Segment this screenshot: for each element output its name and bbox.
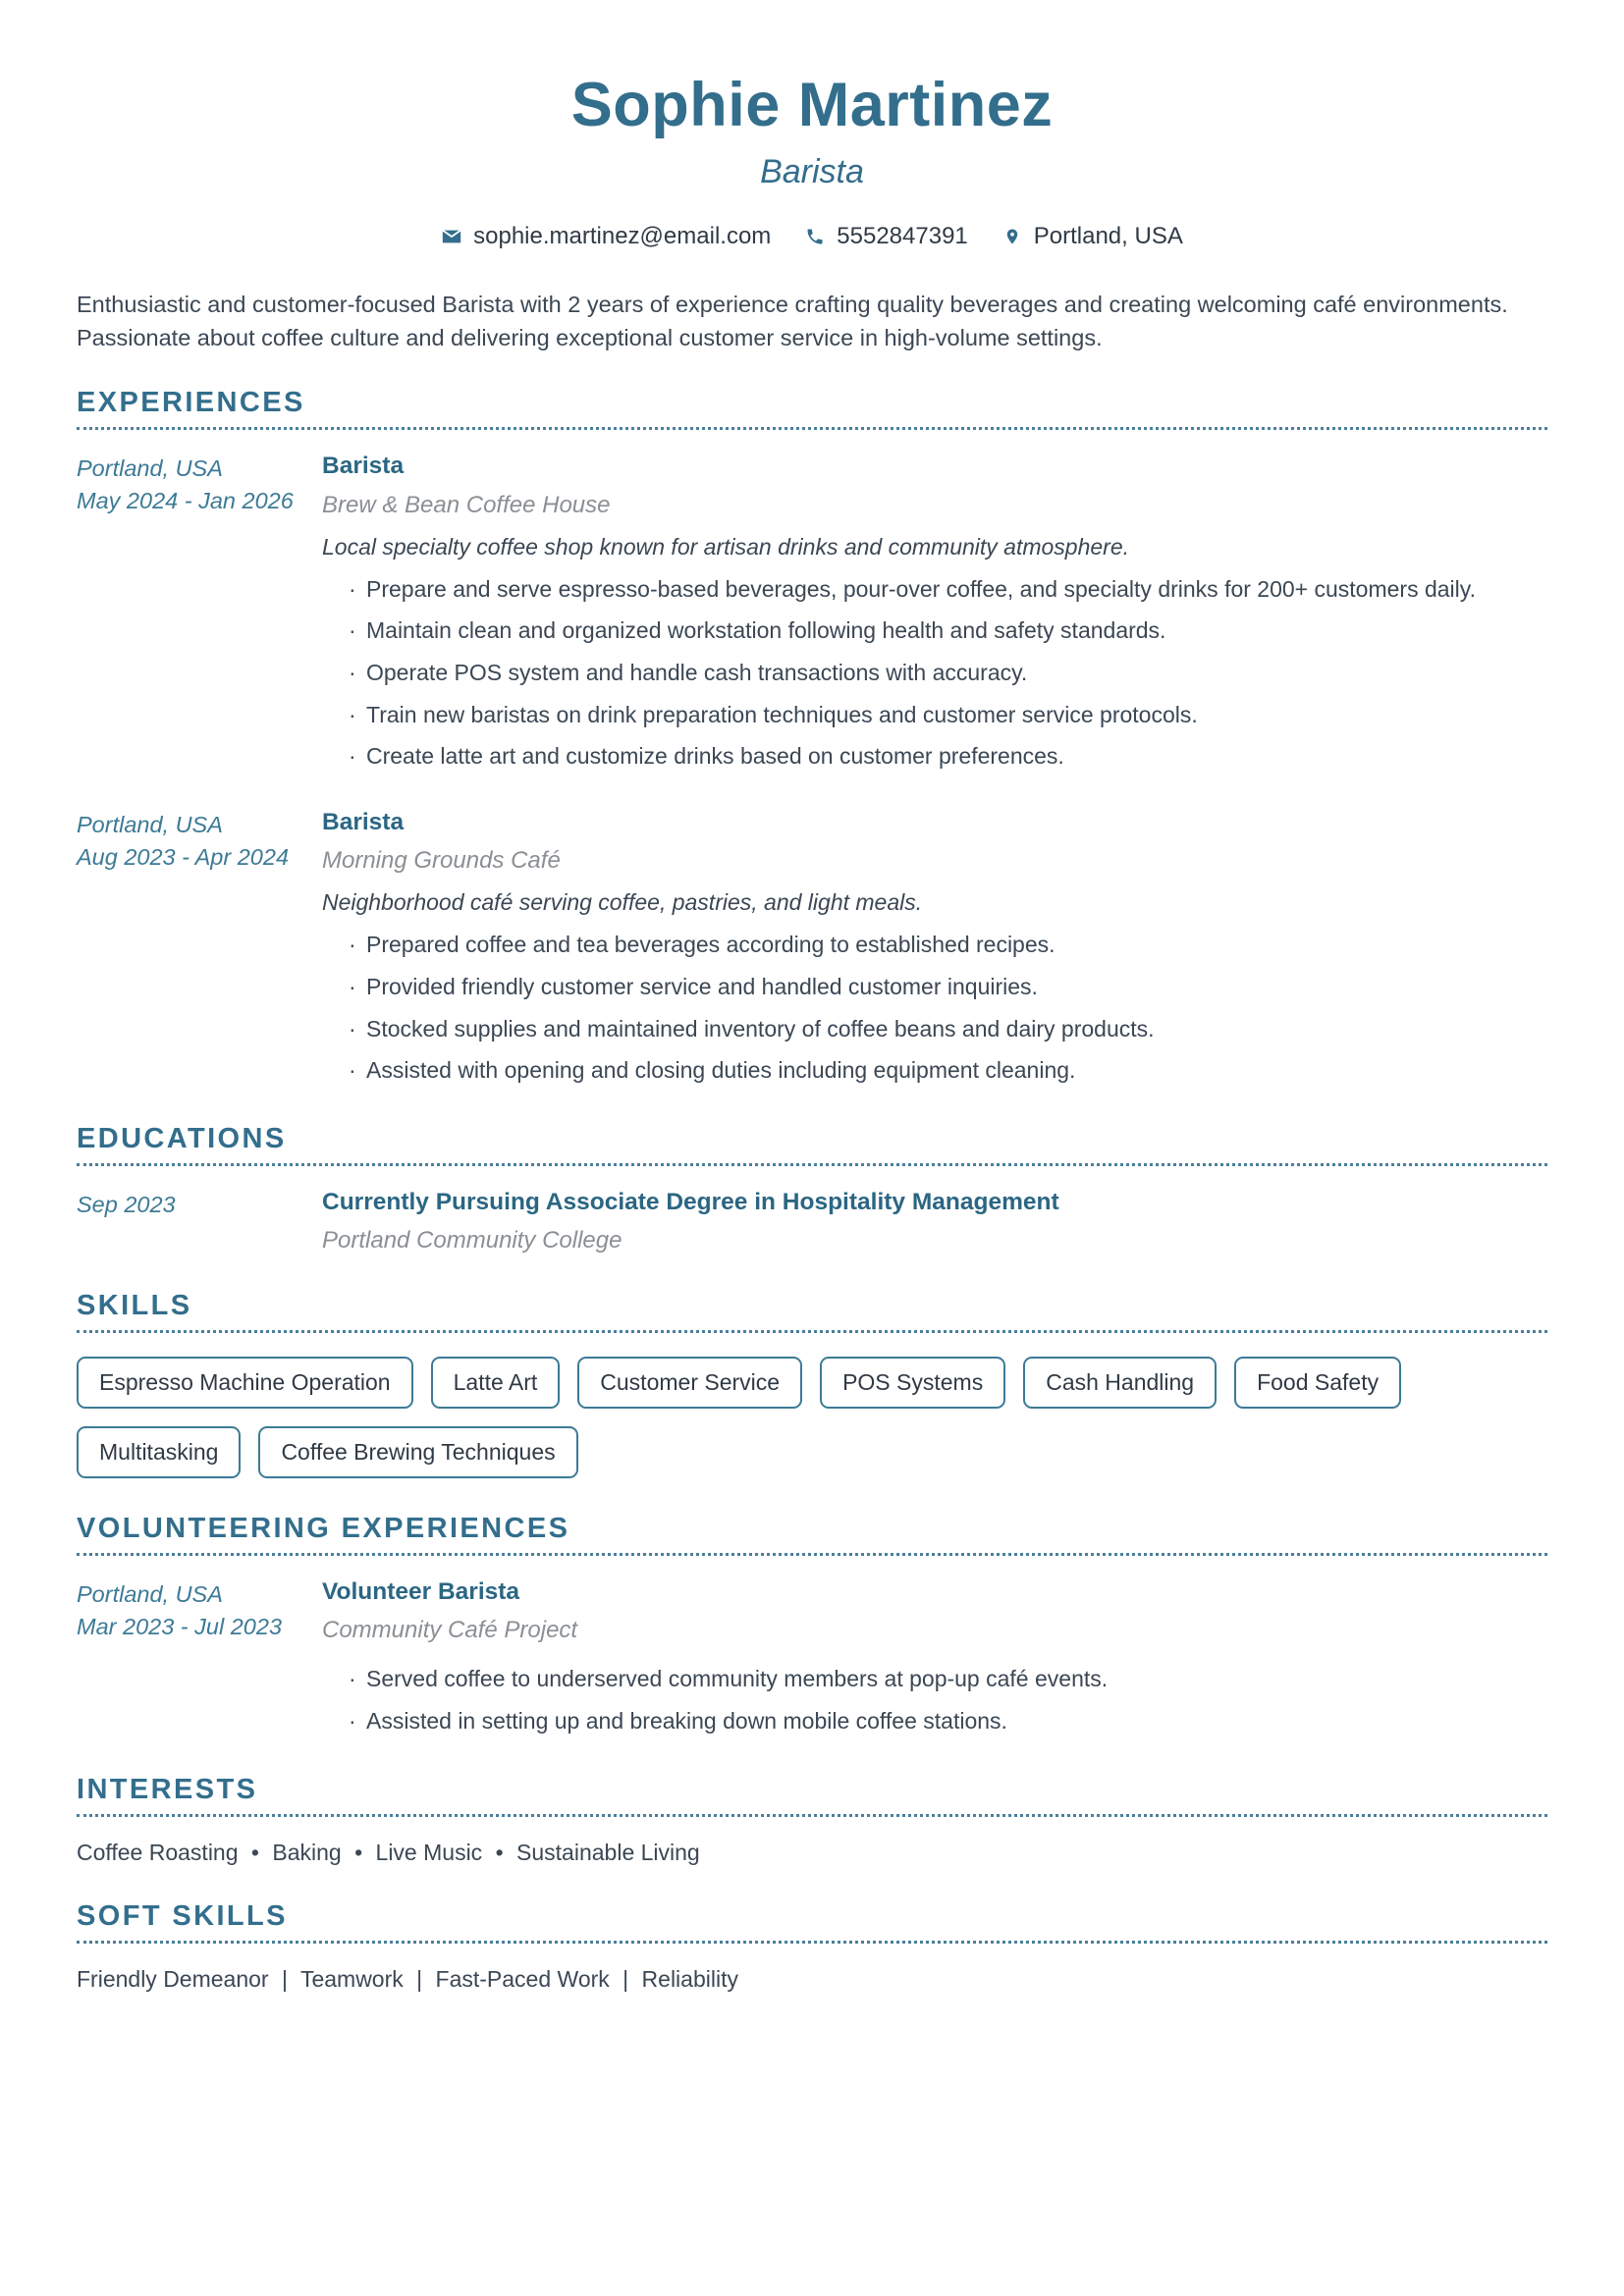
interest-item: Coffee Roasting xyxy=(77,1839,239,1865)
bullet-glyph: · xyxy=(349,1057,356,1084)
section-title-experiences: EXPERIENCES xyxy=(77,387,305,419)
section-educations xyxy=(77,1124,1547,1256)
phone-icon xyxy=(804,226,826,247)
soft-skills-separator: | xyxy=(281,1965,288,1992)
soft-skills-separator: | xyxy=(416,1965,423,1992)
soft-skill-item: Reliability xyxy=(641,1965,738,1992)
bullet-item xyxy=(322,1054,1547,1087)
interests-separator: • xyxy=(495,1839,504,1865)
section-title-skills: SKILLS xyxy=(77,1290,192,1322)
section-skills xyxy=(77,1291,1547,1477)
bullet-glyph: · xyxy=(349,1015,356,1041)
education-date: Sep 2023 xyxy=(77,1191,176,1217)
skill-pill: Multitasking xyxy=(77,1426,241,1478)
section-divider xyxy=(77,1814,1547,1817)
interest-item: Baking xyxy=(272,1839,342,1865)
experience-role: Barista xyxy=(322,453,405,480)
bullet-text: Create latte art and customize drinks based on customer preferences. xyxy=(366,743,1064,770)
education-details xyxy=(322,1188,1547,1256)
education-entry xyxy=(77,1188,1547,1256)
soft-skills-list xyxy=(77,1963,1547,1995)
location-pin-icon xyxy=(1001,226,1023,247)
bullet-text: Assisted in setting up and breaking down mobile coffee stations. xyxy=(366,1708,1007,1735)
skill-pill: Food Safety xyxy=(1234,1357,1401,1409)
professional-summary: Enthusiastic and customer-focused Barista with 2 years of experience crafting quality beverages and creating welcoming café environments. Passionate about coffee culture and delivering exceptional customer service in high-volume settings. xyxy=(77,291,1508,350)
section-divider xyxy=(77,1941,1547,1944)
volunteering-meta xyxy=(77,1577,322,1737)
bullet-glyph: · xyxy=(349,1666,356,1692)
bullet-text: Maintain clean and organized workstation following health and safety standards. xyxy=(366,617,1166,644)
candidate-name: Sophie Martinez xyxy=(570,71,1054,139)
experience-dates: May 2024 - Jan 2026 xyxy=(77,488,294,514)
bullet-text: Stocked supplies and maintained inventory of coffee beans and dairy products. xyxy=(366,1015,1155,1041)
skill-pill: Latte Art xyxy=(431,1357,561,1409)
bullet-item xyxy=(322,1663,1547,1695)
bullet-item xyxy=(322,740,1547,773)
experience-entry xyxy=(77,808,1547,1087)
experience-details xyxy=(322,808,1547,1087)
bullet-glyph: · xyxy=(349,617,356,644)
skills-list xyxy=(77,1357,1547,1478)
bullet-item xyxy=(322,614,1547,647)
bullet-text: Prepared coffee and tea beverages according to established recipes. xyxy=(366,932,1056,958)
resume-header xyxy=(77,0,1547,250)
volunteering-entry xyxy=(77,1577,1547,1737)
bullet-item xyxy=(322,657,1547,689)
section-divider xyxy=(77,1330,1547,1333)
volunteering-bullets xyxy=(322,1663,1547,1736)
experience-meta xyxy=(77,808,322,1087)
bullet-item xyxy=(322,929,1547,961)
envelope-icon xyxy=(441,226,462,247)
section-interests xyxy=(77,1775,1547,1868)
bullet-glyph: · xyxy=(349,575,356,602)
section-title-educations: EDUCATIONS xyxy=(77,1122,287,1154)
section-title-volunteering: VOLUNTEERING EXPERIENCES xyxy=(77,1512,570,1544)
contact-location-text: Portland, USA xyxy=(1033,222,1183,249)
experience-meta xyxy=(77,452,322,773)
soft-skills-separator: | xyxy=(623,1965,629,1992)
experience-description: Local specialty coffee shop known for artisan drinks and community atmosphere. xyxy=(322,533,1130,560)
section-divider xyxy=(77,1163,1547,1166)
bullet-glyph: · xyxy=(349,973,356,999)
section-title-interests: INTERESTS xyxy=(77,1773,258,1805)
section-divider xyxy=(77,1553,1547,1556)
section-divider xyxy=(77,427,1547,430)
bullet-glyph: · xyxy=(349,743,356,770)
section-volunteering xyxy=(77,1514,1547,1737)
candidate-job-title: Barista xyxy=(760,153,864,191)
volunteering-details xyxy=(322,1577,1547,1737)
bullet-item xyxy=(322,699,1547,731)
interests-separator: • xyxy=(354,1839,363,1865)
bullet-glyph: · xyxy=(349,932,356,958)
contact-email-text: sophie.martinez@email.com xyxy=(473,222,772,249)
experience-entry xyxy=(77,452,1547,773)
volunteering-organization: Community Café Project xyxy=(322,1617,578,1644)
education-meta xyxy=(77,1188,322,1256)
experience-description: Neighborhood café serving coffee, pastries, and light meals. xyxy=(322,889,923,916)
skill-pill: Customer Service xyxy=(577,1357,802,1409)
experience-role: Barista xyxy=(322,808,405,835)
skill-pill: Cash Handling xyxy=(1023,1357,1217,1409)
contact-phone[interactable] xyxy=(804,223,967,250)
bullet-text: Provided friendly customer service and handled customer inquiries. xyxy=(366,973,1038,999)
experience-location: Portland, USA xyxy=(77,811,223,837)
experience-bullets xyxy=(322,929,1547,1087)
soft-skill-item: Teamwork xyxy=(299,1965,404,1992)
bullet-glyph: · xyxy=(349,701,356,727)
interests-list xyxy=(77,1837,1547,1868)
bullet-item xyxy=(322,1013,1547,1045)
education-degree: Currently Pursuing Associate Degree in Hospitality Management xyxy=(322,1188,1059,1215)
skill-pill: Espresso Machine Operation xyxy=(77,1357,413,1409)
soft-skill-item: Fast-Paced Work xyxy=(435,1965,610,1992)
experience-organization: Brew & Bean Coffee House xyxy=(322,491,611,518)
bullet-glyph: · xyxy=(349,659,356,685)
bullet-item xyxy=(322,573,1547,606)
contact-phone-text: 5552847391 xyxy=(837,222,968,249)
education-school: Portland Community College xyxy=(322,1227,623,1255)
volunteering-role: Volunteer Barista xyxy=(322,1577,520,1605)
section-experiences xyxy=(77,388,1547,1087)
experience-bullets xyxy=(322,573,1547,773)
contact-location[interactable] xyxy=(1001,223,1183,250)
experience-location: Portland, USA xyxy=(77,455,223,482)
section-title-soft-skills: SOFT SKILLS xyxy=(77,1899,288,1932)
interests-separator: • xyxy=(250,1839,259,1865)
bullet-item xyxy=(322,1705,1547,1737)
volunteering-location: Portland, USA xyxy=(77,1580,223,1607)
skill-pill: Coffee Brewing Techniques xyxy=(258,1426,577,1478)
contact-email[interactable] xyxy=(441,223,771,250)
volunteering-dates: Mar 2023 - Jul 2023 xyxy=(77,1614,283,1640)
bullet-text: Prepare and serve espresso-based beverages, pour-over coffee, and specialty drinks for 200+ customers daily. xyxy=(366,575,1476,602)
experience-details xyxy=(322,452,1547,773)
interest-item: Live Music xyxy=(375,1839,483,1865)
section-soft-skills xyxy=(77,1901,1547,1995)
experience-dates: Aug 2023 - Apr 2024 xyxy=(77,844,290,871)
bullet-text: Served coffee to underserved community members at pop-up café events. xyxy=(366,1666,1109,1692)
bullet-text: Train new baristas on drink preparation techniques and customer service protocols. xyxy=(366,701,1198,727)
experience-organization: Morning Grounds Café xyxy=(322,847,561,875)
bullet-text: Operate POS system and handle cash transactions with accuracy. xyxy=(366,659,1028,685)
bullet-item xyxy=(322,971,1547,1003)
interest-item: Sustainable Living xyxy=(516,1839,700,1865)
skill-pill: POS Systems xyxy=(820,1357,1005,1409)
soft-skill-item: Friendly Demeanor xyxy=(77,1965,269,1992)
bullet-glyph: · xyxy=(349,1708,356,1735)
contact-row xyxy=(77,223,1547,250)
bullet-text: Assisted with opening and closing duties including equipment cleaning. xyxy=(366,1057,1076,1084)
